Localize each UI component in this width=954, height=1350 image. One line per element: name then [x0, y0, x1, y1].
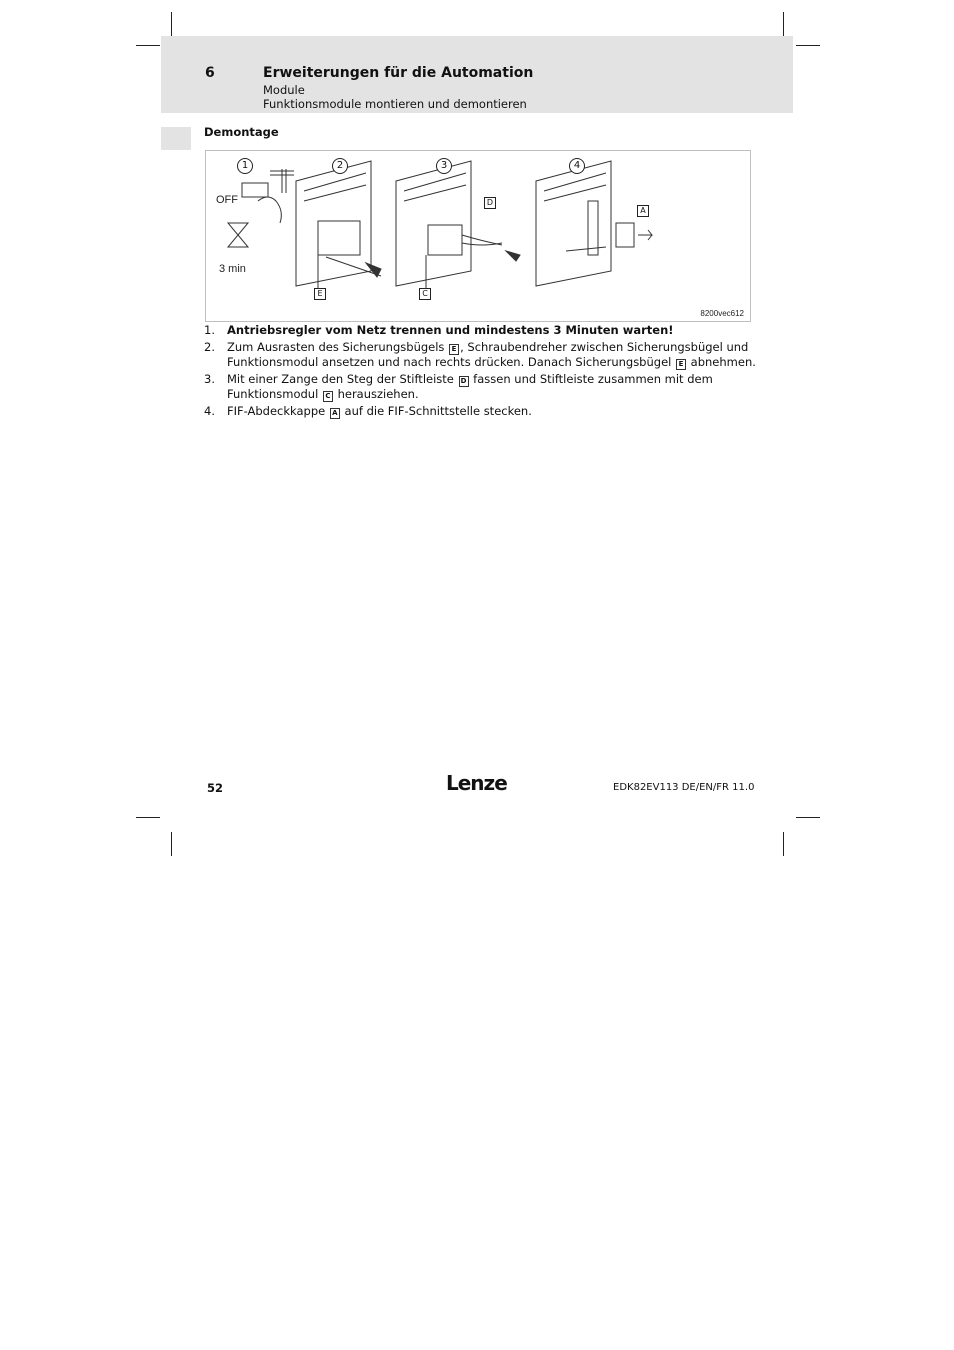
crop-mark — [171, 832, 172, 856]
ref-box: E — [676, 359, 686, 370]
step-text-part: FIF-Abdeckkappe — [227, 403, 329, 418]
device-step-3-icon — [396, 161, 520, 291]
step-text-part: abnehmen. — [687, 354, 756, 369]
wait-time-label: 3 min — [219, 263, 246, 275]
figure-code: 8200vec612 — [700, 309, 744, 318]
step-text — [227, 404, 532, 418]
device-step-2-icon — [296, 161, 381, 291]
step-number: 1. — [204, 323, 215, 337]
off-label: OFF — [216, 194, 238, 206]
step-text: Antriebsregler vom Netz trennen und mindestens 3 Minuten warten! — [227, 323, 674, 337]
page-number: 52 — [207, 781, 224, 795]
crop-mark — [783, 12, 784, 36]
crop-mark — [171, 12, 172, 36]
list-item — [204, 323, 764, 338]
step-text-part: fassen und Stiftleiste zusammen mit dem Funktionsmodul — [227, 371, 713, 401]
lenze-logo: Lenze — [446, 771, 507, 795]
list-item — [204, 404, 764, 419]
list-item — [204, 340, 764, 370]
step-number: 4. — [204, 403, 215, 418]
crop-mark — [136, 817, 160, 818]
step-text-part: , Schraubendreher zwischen Sicherungsbügel und Funktionsmodul ansetzen und nach rechts drücken. Danach Sicherungsbügel — [227, 339, 749, 369]
step-text-part: Zum Ausrasten des Sicherungsbügels — [227, 339, 449, 354]
ref-box: C — [323, 391, 333, 402]
section-title: Demontage — [204, 125, 279, 139]
crop-mark — [796, 817, 820, 818]
subtitle-module: Module — [263, 83, 305, 97]
crop-mark — [136, 45, 160, 46]
hourglass-icon — [228, 223, 248, 247]
callout-d: D — [484, 197, 496, 209]
list-item — [204, 372, 764, 402]
step-text-part: Mit einer Zange den Steg der Stiftleiste — [227, 371, 458, 386]
hand-icon — [258, 197, 281, 223]
step-3-marker: 3 — [436, 158, 452, 174]
step-text — [227, 340, 756, 369]
ref-box: E — [449, 344, 459, 355]
subtitle-topic: Funktionsmodule montieren und demontieren — [263, 97, 527, 111]
callout-a: A — [637, 205, 649, 217]
crop-mark — [796, 45, 820, 46]
device-step-4-icon — [536, 161, 652, 286]
step-number: 3. — [204, 371, 215, 386]
chapter-title: Erweiterungen für die Automation — [263, 65, 534, 81]
step-text-part: auf die FIF-Schnittstelle stecken. — [340, 403, 532, 418]
mains-switch-icon — [242, 183, 268, 197]
step-1-marker: 1 — [237, 158, 253, 174]
crop-mark — [783, 832, 784, 856]
callout-c: C — [419, 288, 431, 300]
ref-box: D — [459, 376, 469, 387]
instruction-list — [204, 323, 764, 421]
step-text-part: herausziehen. — [333, 386, 419, 401]
side-tab — [161, 127, 191, 150]
step-text — [227, 372, 713, 401]
document-code: EDK82EV113 DE/EN/FR 11.0 — [613, 782, 755, 793]
step-2-marker: 2 — [332, 158, 348, 174]
step-number: 2. — [204, 339, 215, 354]
ref-box: A — [330, 408, 340, 419]
step-4-marker: 4 — [569, 158, 585, 174]
demontage-figure — [205, 150, 751, 322]
chapter-number: 6 — [205, 65, 215, 81]
callout-e: E — [314, 288, 326, 300]
figure-illustration — [206, 151, 750, 321]
